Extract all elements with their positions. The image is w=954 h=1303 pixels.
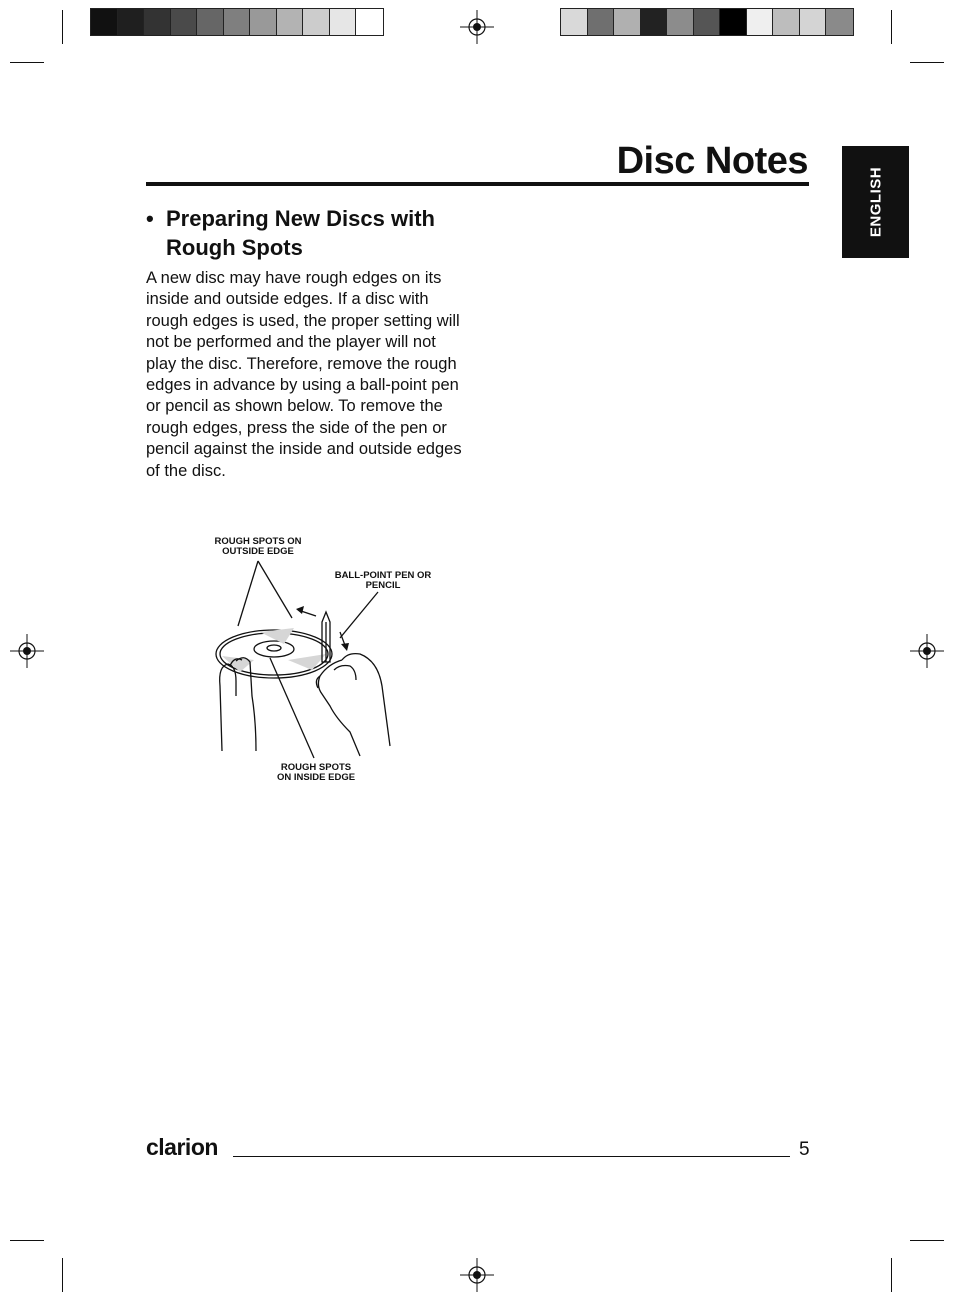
registration-mark-icon	[460, 1258, 494, 1292]
color-swatch	[197, 9, 224, 35]
color-swatch	[773, 9, 800, 35]
crop-mark	[891, 1258, 892, 1292]
clarion-logo: clarion	[146, 1134, 218, 1160]
color-swatch	[747, 9, 774, 35]
color-swatch	[614, 9, 641, 35]
registration-mark-icon	[460, 10, 494, 44]
color-swatch	[356, 9, 383, 35]
crop-mark	[891, 10, 892, 44]
label-rough-spots-inside: ROUGH SPOTS ON INSIDE EDGE	[276, 762, 356, 783]
color-swatch	[588, 9, 615, 35]
bullet: •	[146, 206, 154, 231]
color-swatch	[224, 9, 251, 35]
color-swatch	[91, 9, 118, 35]
color-swatch	[694, 9, 721, 35]
crop-mark	[10, 62, 44, 63]
language-tab	[842, 146, 909, 258]
color-bar-right	[560, 8, 854, 36]
registration-mark-icon	[910, 634, 944, 668]
color-swatch	[667, 9, 694, 35]
disc-hub	[254, 641, 294, 657]
label-ballpoint-pen: BALL-POINT PEN OR PENCIL	[334, 570, 432, 591]
crop-mark	[910, 1240, 944, 1241]
body-paragraph: A new disc may have rough edges on its inside and outside edges. If a disc with rough edges is used, the proper setting will not be performed and the player will not play the disc. Therefore, remove the rough edges in advance by using a ball-point pen or pencil as shown below. To remove the rough edges, press the side of the pen or pencil against the inside and outside edges of the disc.	[146, 269, 462, 480]
leader-line	[258, 561, 292, 618]
leader-line	[340, 592, 378, 638]
color-swatch	[303, 9, 330, 35]
color-swatch	[561, 9, 588, 35]
color-swatch	[330, 9, 357, 35]
title-rule	[146, 182, 809, 186]
section-heading-text: Preparing New Discs with Rough Spots	[166, 206, 435, 260]
registration-mark-icon	[10, 634, 44, 668]
color-bar-left	[90, 8, 384, 36]
label-rough-spots-outside: ROUGH SPOTS ON OUTSIDE EDGE	[214, 536, 302, 557]
color-swatch	[171, 9, 198, 35]
color-swatch	[800, 9, 827, 35]
page-number: 5	[799, 1139, 810, 1160]
crop-mark	[910, 62, 944, 63]
section-heading	[146, 204, 476, 262]
color-swatch	[277, 9, 304, 35]
color-swatch	[641, 9, 668, 35]
color-swatch	[118, 9, 145, 35]
color-swatch	[826, 9, 853, 35]
footer-rule	[233, 1156, 790, 1157]
crop-mark	[62, 10, 63, 44]
color-swatch	[144, 9, 171, 35]
crop-mark	[10, 1240, 44, 1241]
language-tab-label: ENGLISH	[867, 166, 884, 238]
color-swatch	[250, 9, 277, 35]
page-title: Disc Notes	[616, 140, 808, 182]
color-swatch	[720, 9, 747, 35]
leader-line	[238, 561, 258, 626]
crop-mark	[62, 1258, 63, 1292]
